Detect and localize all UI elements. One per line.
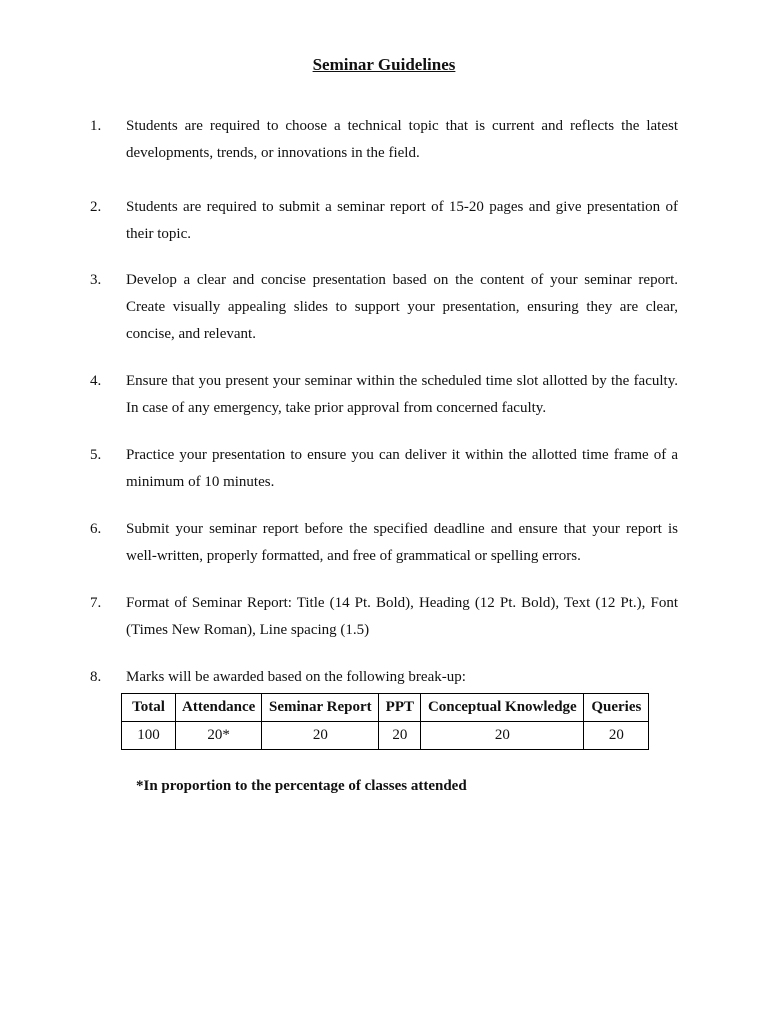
item-text: Students are required to choose a technical topic that is current and reflects the latest developments, trends, or innovations in the field. <box>126 118 678 161</box>
guideline-item <box>90 516 678 570</box>
item-text: Students are required to submit a seminar report of 15-20 pages and give presentation of their topic. <box>126 199 678 242</box>
guideline-item <box>90 590 678 644</box>
item-number: 7. <box>90 595 102 611</box>
column-header-ppt: PPT <box>379 694 421 722</box>
item-number: 4. <box>90 373 102 389</box>
table-cell-conceptual-knowledge: 20 <box>421 722 584 750</box>
column-header-attendance: Attendance <box>176 694 262 722</box>
guideline-item <box>90 194 678 248</box>
guideline-item <box>90 113 678 167</box>
guideline-item <box>90 368 678 422</box>
guideline-item <box>90 442 678 496</box>
item-number: 5. <box>90 447 102 463</box>
item-text: Develop a clear and concise presentation based on the content of your seminar report. Create visually appealing slides to support your presentation, ensuring they are clear, concise, and relevant. <box>126 272 678 342</box>
table-row <box>122 722 649 750</box>
guideline-item <box>90 267 678 348</box>
item-text: Practice your presentation to ensure you can deliver it within the allotted time frame of a minimum of 10 minutes. <box>126 447 678 490</box>
table-cell-seminar-report: 20 <box>262 722 379 750</box>
item-number: 1. <box>90 118 102 134</box>
guideline-item <box>90 664 678 691</box>
item-number: 3. <box>90 272 102 288</box>
table-cell-queries: 20 <box>584 722 649 750</box>
attendance-footnote: *In proportion to the percentage of classes attended <box>136 778 467 794</box>
table-cell-ppt: 20 <box>379 722 421 750</box>
table-cell-total: 100 <box>122 722 176 750</box>
item-number: 6. <box>90 521 102 537</box>
item-text: Ensure that you present your seminar within the scheduled time slot allotted by the faculty. In case of any emergency, take prior approval from concerned faculty. <box>126 373 678 416</box>
marks-breakup-table <box>121 693 649 750</box>
column-header-queries: Queries <box>584 694 649 722</box>
column-header-conceptual-knowledge: Conceptual Knowledge <box>421 694 584 722</box>
item-text: Format of Seminar Report: Title (14 Pt. Bold), Heading (12 Pt. Bold), Text (12 Pt.), Font (Times New Roman), Line spacing (1.5) <box>126 595 678 638</box>
item-number: 2. <box>90 199 102 215</box>
item-number: 8. <box>90 669 102 685</box>
item-text: Marks will be awarded based on the following break-up: <box>126 669 466 685</box>
column-header-total: Total <box>122 694 176 722</box>
table-cell-attendance: 20* <box>176 722 262 750</box>
column-header-seminar-report: Seminar Report <box>262 694 379 722</box>
item-text: Submit your seminar report before the specified deadline and ensure that your report is well-written, properly formatted, and free of grammatical or spelling errors. <box>126 521 678 564</box>
page-title: Seminar Guidelines <box>312 55 456 74</box>
table-header-row <box>122 694 649 722</box>
